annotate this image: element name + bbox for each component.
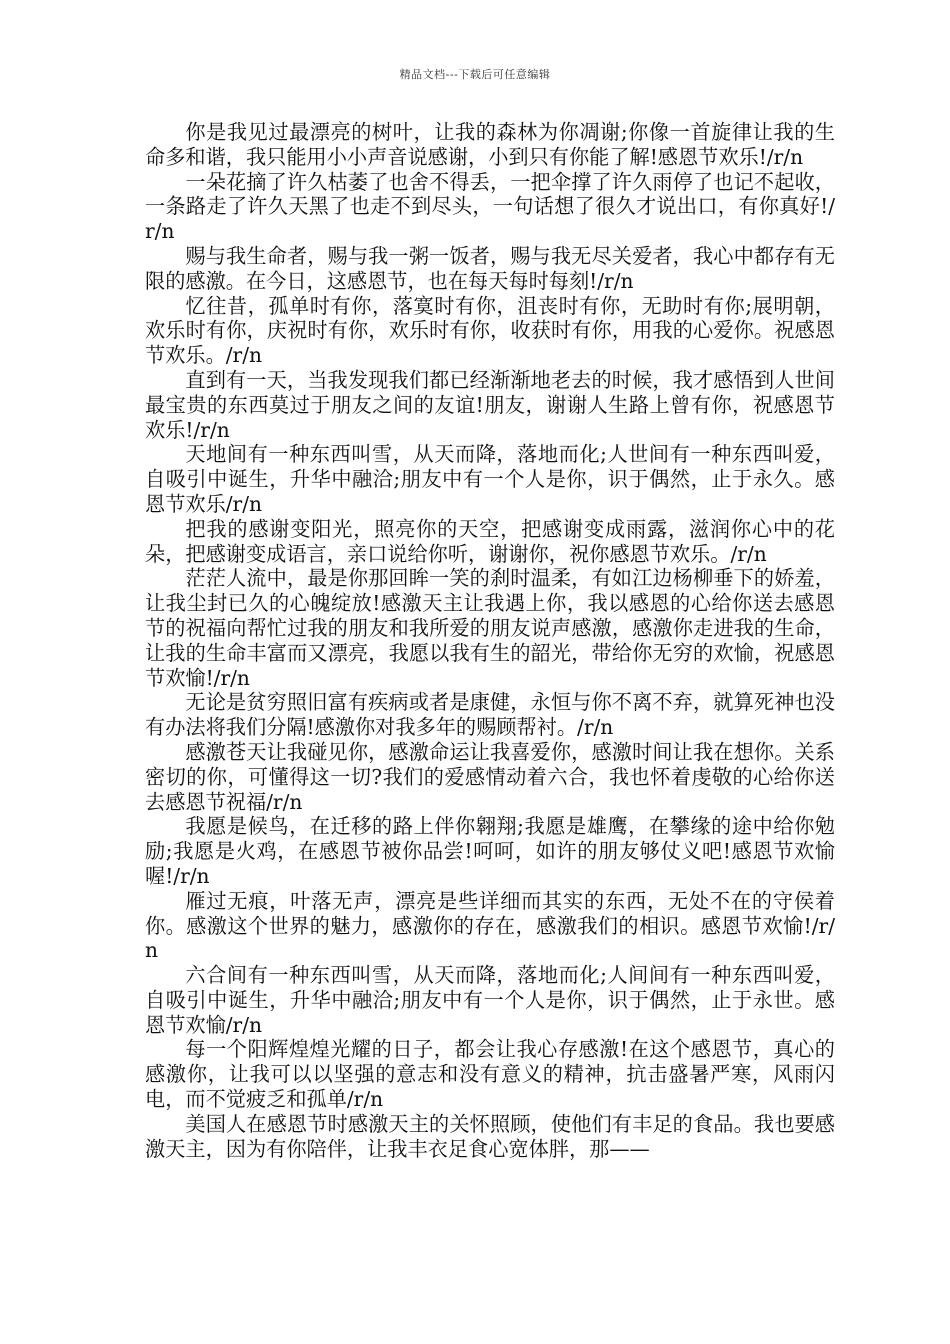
paragraph-10: 感激苍天让我碰见你，感激命运让我喜爱你，感激时间让我在想你。关系密切的你，可懂得这一切?我们的爱感情动着六合，我也怀着虔敬的心给你送去感恩节祝福/r/n (145, 739, 835, 814)
paragraph-12: 雁过无痕，叶落无声，漂亮是些详细而其实的东西，无处不在的守侯着你。感激这个世界的魅力，感激你的存在，感激我们的相识。感恩节欢愉!/r/n (145, 888, 835, 963)
paragraph-14: 每一个阳辉煌煌光耀的日子，都会让我心存感激!在这个感恩节，真心的感激你，让我可以以坚强的意志和没有意义的精神，抗击盛暑严寒，风雨闪电，而不觉疲乏和孤单/r/n (145, 1037, 835, 1112)
paragraph-15: 美国人在感恩节时感激天主的关怀照顾，使他们有丰足的食品。我也要感激天主，因为有你陪伴，让我丰衣足食心宽体胖，那—— (145, 1111, 835, 1161)
paragraph-11: 我愿是候鸟，在迁移的路上伴你翱翔;我愿是雄鹰，在攀缘的途中给你勉励;我愿是火鸡，在感恩节被你品尝!呵呵，如许的朋友够仗义吧!感恩节欢愉喔!/r/n (145, 814, 835, 888)
paragraph-8: 茫茫人流中，最是你那回眸一笑的刹时温柔，有如江边杨柳垂下的娇羞，让我尘封已久的心魄绽放!感激天主让我遇上你，我以感恩的心给你送去感恩节的祝福向帮忙过我的朋友和我所爱的朋友说声感激，感激你走进我的生命，让我的生命丰富而又漂亮，我愿以我有生的韶光，带给你无穷的欢愉，祝感恩节欢愉!/r/n (145, 566, 835, 690)
paragraph-3: 赐与我生命者，赐与我一粥一饭者，赐与我无尽关爱者，我心中都存有无限的感激。在今日，这感恩节，也在每天每时每刻!/r/n (145, 243, 835, 293)
paragraph-7: 把我的感谢变阳光，照亮你的天空，把感谢变成雨露，滋润你心中的花朵，把感谢变成语言，亲口说给你听，谢谢你，祝你感恩节欢乐。/r/n (145, 516, 835, 566)
paragraph-2: 一朵花摘了许久枯萎了也舍不得丢，一把伞撑了许久雨停了也记不起收，一条路走了许久天黑了也走不到尽头，一句话想了很久才说出口，有你真好!/r/n (145, 169, 835, 244)
paragraph-5: 直到有一天，当我发现我们都已经渐渐地老去的时候，我才感悟到人世间最宝贵的东西莫过于朋友之间的友谊!朋友，谢谢人生路上曾有你，祝感恩节欢乐!/r/n (145, 367, 835, 442)
paragraph-13: 六合间有一种东西叫雪，从天而降，落地而化;人间间有一种东西叫爱，自吸引中诞生，升华中融洽;朋友中有一个人是你，识于偶然，止于永世。感恩节欢愉/r/n (145, 963, 835, 1037)
page-header: 精品文档---下载后可任意编辑 (399, 68, 551, 81)
paragraph-9: 无论是贫穷照旧富有疾病或者是康健，永恒与你不离不弃，就算死神也没有办法将我们分隔!感激你对我多年的赐顾帮衬。/r/n (145, 690, 835, 740)
paragraph-1: 你是我见过最漂亮的树叶，让我的森林为你凋谢;你像一首旋律让我的生命多和谐，我只能用小小声音说感谢，小到只有你能了解!感恩节欢乐!/r/n (145, 120, 835, 169)
paragraph-4: 忆往昔，孤单时有你，落寞时有你，沮丧时有你，无助时有你;展明朝，欢乐时有你，庆祝时有你，欢乐时有你，收获时有你，用我的心爱你。祝感恩节欢乐。/r/n (145, 293, 835, 368)
document-body (145, 120, 835, 1161)
paragraph-6: 天地间有一种东西叫雪，从天而降，落地而化;人世间有一种东西叫爱，自吸引中诞生，升华中融洽;朋友中有一个人是你，识于偶然，止于永久。感恩节欢乐/r/n (145, 442, 835, 516)
